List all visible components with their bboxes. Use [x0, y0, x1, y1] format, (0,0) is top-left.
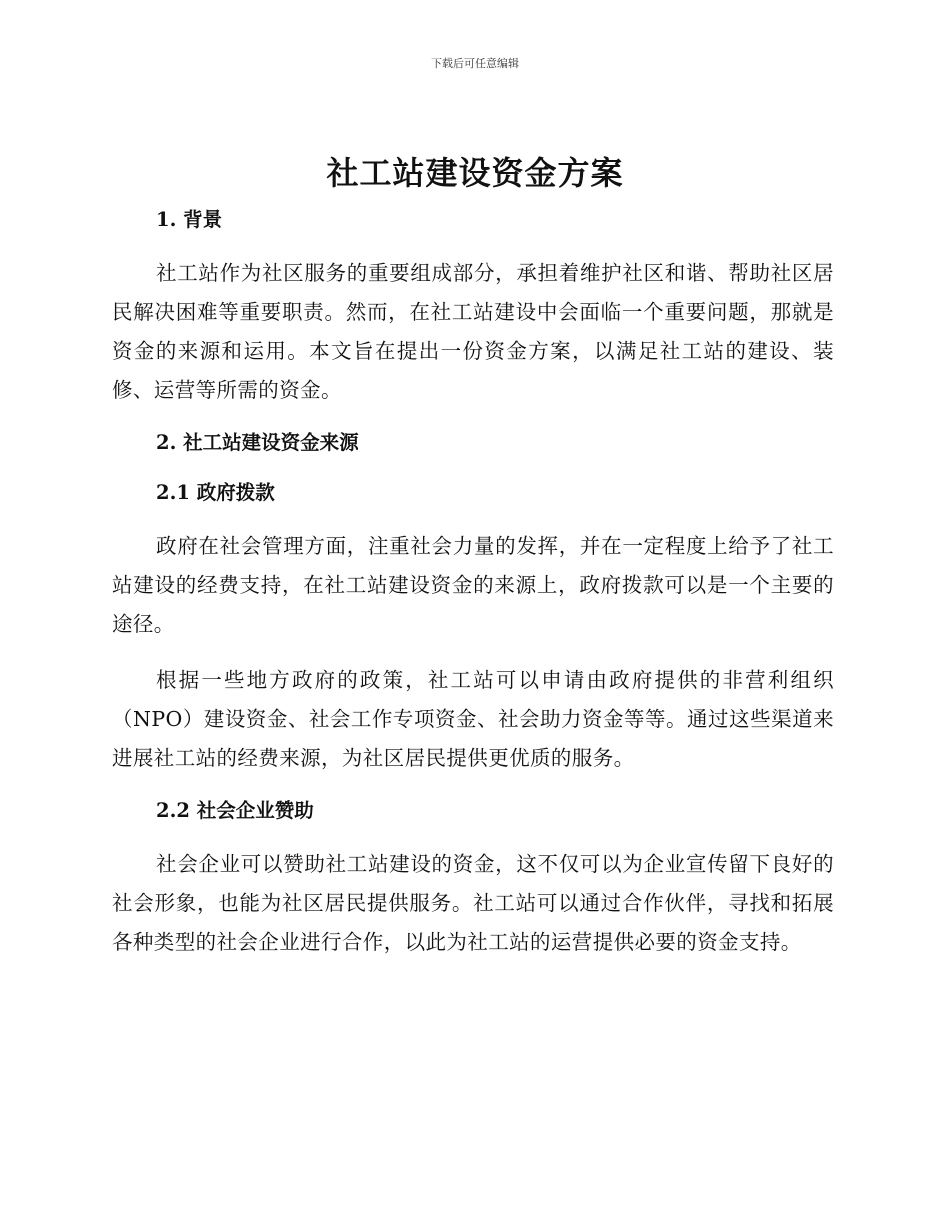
section-heading-background: 1. 背景 — [156, 208, 223, 231]
section-heading-funding-sources: 2. 社工站建设资金来源 — [156, 431, 359, 454]
section-heading-enterprise-sponsorship: 2.2 社会企业赞助 — [156, 799, 314, 822]
paragraph-government-grants-2: 根据一些地方政府的政策，社工站可以申请由政府提供的非营利组织（NPO）建设资金、社会工作专项资金、社会助力资金等等。通过这些渠道来进展社工站的经费来源，为社区居民提供更优质的服务。 — [112, 668, 834, 770]
section-heading-government-grants: 2.1 政府拨款 — [156, 481, 275, 504]
paragraph-government-grants-1: 政府在社会管理方面，注重社会力量的发挥，并在一定程度上给予了社工站建设的经费支持，在社工站建设资金的来源上，政府拨款可以是一个主要的途径。 — [112, 534, 834, 636]
paragraph-enterprise-sponsorship: 社会企业可以赞助社工站建设的资金，这不仅可以为企业宣传留下良好的社会形象，也能为社区居民提供服务。社工站可以通过合作伙伴，寻找和拓展各种类型的社会企业进行合作，以此为社工站的运营提供必要的资金支持。 — [112, 852, 834, 954]
header-note: 下载后可任意编辑 — [431, 57, 519, 70]
document-title: 社工站建设资金方案 — [326, 154, 624, 192]
document-body — [112, 204, 834, 962]
paragraph-background: 社工站作为社区服务的重要组成部分，承担着维护社区和谐、帮助社区居民解决困难等重要职责。然而，在社工站建设中会面临一个重要问题，那就是资金的来源和运用。本文旨在提出一份资金方案，以满足社工站的建设、装修、运营等所需的资金。 — [112, 261, 834, 402]
